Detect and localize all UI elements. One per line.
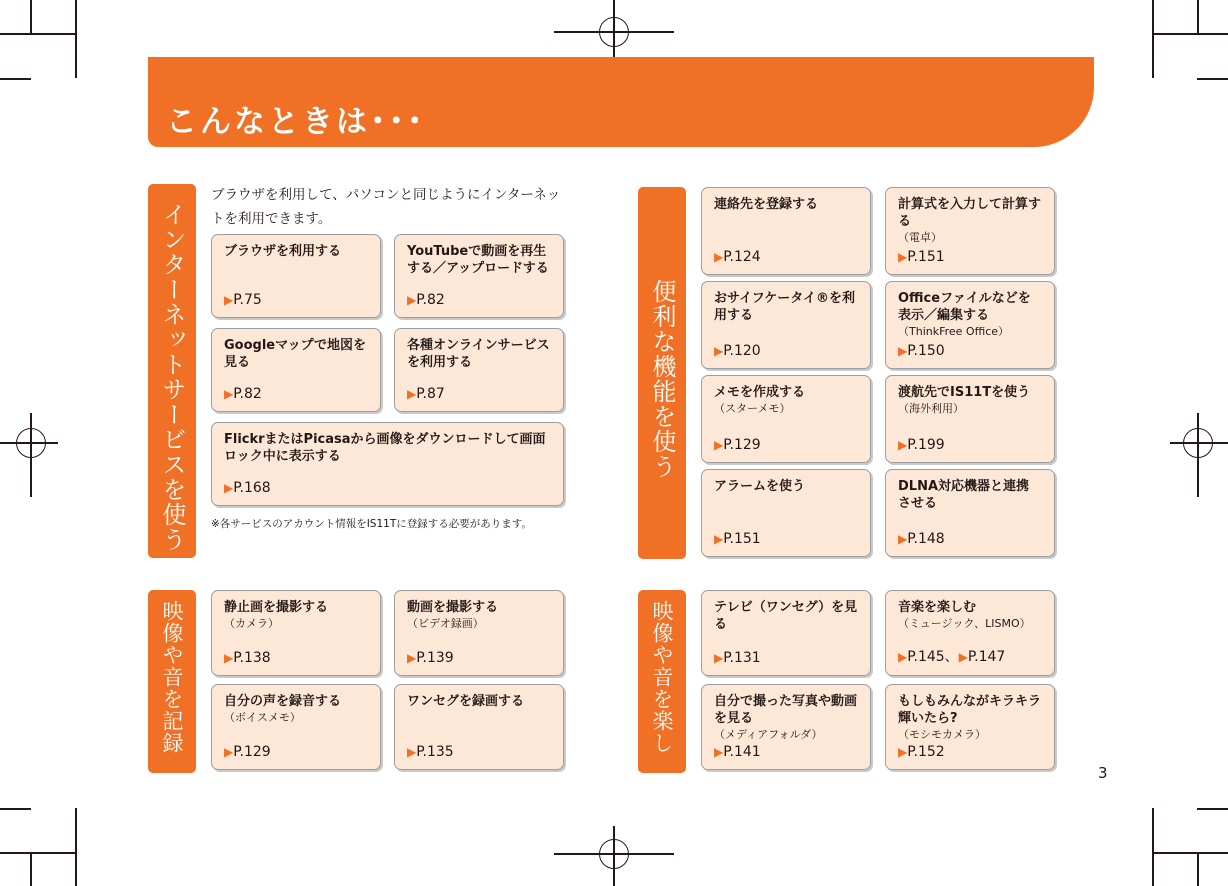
card-page: P.150 [907, 343, 945, 359]
card-contacts[interactable] [701, 187, 871, 275]
card-title: Officeファイルなどを表示／編集する [898, 291, 1031, 323]
crop-mark [0, 78, 31, 80]
card-subtitle: （メディアフォルダ） [714, 728, 823, 741]
crop-mark [75, 0, 77, 78]
card-oneseg-record[interactable] [394, 684, 564, 770]
section-tab-internet: インターネットサービスを使う [148, 184, 196, 558]
card-alarm[interactable] [701, 469, 871, 557]
card-video[interactable] [394, 590, 564, 676]
card-moshimo-camera[interactable] [885, 684, 1055, 770]
card-title: ワンセグを録画する [407, 694, 525, 709]
arrow-right-icon: ▶ [224, 481, 234, 495]
card-subtitle: （ThinkFree Office） [898, 325, 1010, 338]
crop-mark [0, 33, 76, 35]
card-subtitle: （海外利用） [898, 402, 964, 415]
card-page: P.139 [416, 650, 454, 666]
crop-mark [1197, 808, 1228, 810]
card-camera[interactable] [211, 590, 381, 676]
crop-mark [1152, 808, 1154, 886]
card-page: P.82 [233, 386, 262, 402]
card-page: P.138 [233, 650, 271, 666]
card-office[interactable] [885, 281, 1055, 369]
card-subtitle: （ビデオ録画） [407, 617, 484, 630]
arrow-right-icon: ▶ [407, 293, 417, 307]
arrow-right-icon: ▶ [407, 387, 417, 401]
arrow-right-icon: ▶ [714, 344, 724, 358]
card-title: 計算式を入力して計算する [898, 197, 1042, 229]
crop-mark [30, 852, 32, 886]
card-page-2: P.147 [967, 649, 1006, 665]
arrow-right-icon: ▶ [714, 250, 724, 264]
registration-mark [1183, 428, 1213, 458]
arrow-right-icon: ▶ [407, 651, 417, 665]
card-subtitle: （カメラ） [224, 617, 279, 630]
section-intro: ブラウザを利用して、パソコンと同じようにインターネットを利用できます。 [211, 187, 561, 227]
card-page: P.120 [723, 343, 761, 359]
arrow-right-icon: ▶ [224, 745, 234, 759]
card-memo[interactable] [701, 375, 871, 463]
registration-mark [599, 839, 629, 869]
arrow-right-icon: ▶ [714, 532, 724, 546]
card-page: P.135 [416, 744, 454, 760]
card-page: P.124 [723, 249, 761, 265]
card-osaifu[interactable] [701, 281, 871, 369]
card-youtube[interactable] [394, 234, 564, 318]
card-media-folder[interactable] [701, 684, 871, 770]
arrow-right-icon: ▶ [898, 745, 908, 759]
card-subtitle: （ミュージック、LISMO） [898, 617, 1031, 630]
card-title: Googleマップで地図を見る [224, 338, 366, 370]
card-google-maps[interactable] [211, 328, 381, 412]
section-tab-convenient: 便利な機能を使う [638, 187, 686, 559]
card-title: 各種オンラインサービスを利用する [407, 338, 550, 370]
card-tv[interactable] [701, 590, 871, 676]
card-page: P.199 [907, 437, 945, 453]
page-title: こんなときは･･･ [166, 104, 426, 140]
card-title: アラームを使う [714, 479, 806, 494]
card-title: 自分の声を録音する [224, 694, 342, 709]
card-online-services[interactable] [394, 328, 564, 412]
card-page: P.141 [723, 744, 761, 760]
card-page: P.131 [723, 650, 761, 666]
arrow-right-icon: ▶ [407, 745, 417, 759]
crop-mark [1152, 852, 1228, 854]
card-subtitle: （電卓） [898, 231, 942, 244]
card-page: P.151 [723, 531, 761, 547]
arrow-right-icon: ▶ [224, 387, 234, 401]
card-title: 音楽を楽しむ [898, 600, 977, 615]
section-tab-enjoy: 映像や音を楽しむ [638, 590, 686, 773]
card-page: P.75 [233, 292, 262, 308]
arrow-right-icon: ▶ [898, 344, 908, 358]
card-voice-memo[interactable] [211, 684, 381, 770]
card-title: 動画を撮影する [407, 600, 499, 615]
card-title: ブラウザを利用する [224, 244, 342, 259]
card-title: 自分で撮った写真や動画を見る [714, 694, 858, 726]
card-page: P.87 [416, 386, 445, 402]
card-subtitle: （モシモカメラ） [898, 728, 986, 741]
card-page: P.168 [233, 480, 271, 496]
arrow-right-icon: ▶ [224, 651, 234, 665]
arrow-right-icon: ▶ [714, 651, 724, 665]
arrow-right-icon: ▶ [898, 250, 908, 264]
card-title: 連絡先を登録する [714, 197, 819, 212]
arrow-right-icon: ▶ [224, 293, 234, 307]
card-title: メモを作成する [714, 385, 806, 400]
registration-mark [16, 428, 46, 458]
arrow-right-icon: ▶ [714, 745, 724, 759]
card-page: P.129 [233, 744, 271, 760]
arrow-right-icon: ▶ [958, 650, 968, 664]
arrow-right-icon: ▶ [714, 438, 724, 452]
card-subtitle: （スターメモ） [714, 402, 791, 415]
footnote: ※各サービスのアカウント情報をIS11Tに登録する必要があります。 [211, 518, 532, 530]
card-calculator[interactable] [885, 187, 1055, 275]
card-flickr-picasa[interactable] [211, 422, 564, 506]
crop-mark [1197, 78, 1228, 80]
card-page: P.145、 [907, 649, 959, 665]
card-subtitle: （ボイスメモ） [224, 711, 301, 724]
crop-mark [0, 808, 31, 810]
arrow-right-icon: ▶ [898, 650, 908, 664]
card-title: YouTubeで動画を再生する／アップロードする [407, 244, 549, 276]
card-page: P.151 [907, 249, 945, 265]
card-page: P.129 [723, 437, 761, 453]
registration-mark [599, 17, 629, 47]
crop-mark [1197, 0, 1199, 33]
page-number: 3 [1098, 764, 1108, 782]
card-page: P.82 [416, 292, 445, 308]
crop-mark [0, 852, 76, 854]
card-page: P.152 [907, 744, 945, 760]
card-title: FlickrまたはPicasaから画像をダウンロードして画面ロック中に表示する [224, 432, 546, 464]
card-title: おサイフケータイ®を利用する [714, 291, 856, 323]
crop-mark [75, 808, 77, 886]
card-title: テレビ（ワンセグ）を見る [714, 600, 858, 632]
arrow-right-icon: ▶ [898, 438, 908, 452]
card-title: 渡航先でIS11Tを使う [898, 385, 1031, 400]
card-page: P.148 [907, 531, 945, 547]
card-overseas[interactable] [885, 375, 1055, 463]
card-browser[interactable] [211, 234, 381, 318]
card-title: もしもみんながキラキラ輝いたら? [898, 694, 1042, 726]
card-music[interactable] [885, 590, 1055, 676]
arrow-right-icon: ▶ [898, 532, 908, 546]
card-title: 静止画を撮影する [224, 600, 329, 615]
crop-mark [1152, 0, 1154, 78]
section-tab-record: 映像や音を記録する [148, 590, 196, 773]
crop-mark [30, 0, 32, 33]
card-dlna[interactable] [885, 469, 1055, 557]
crop-mark [1152, 33, 1228, 35]
crop-mark [1197, 852, 1199, 886]
card-title: DLNA対応機器と連携させる [898, 479, 1030, 511]
